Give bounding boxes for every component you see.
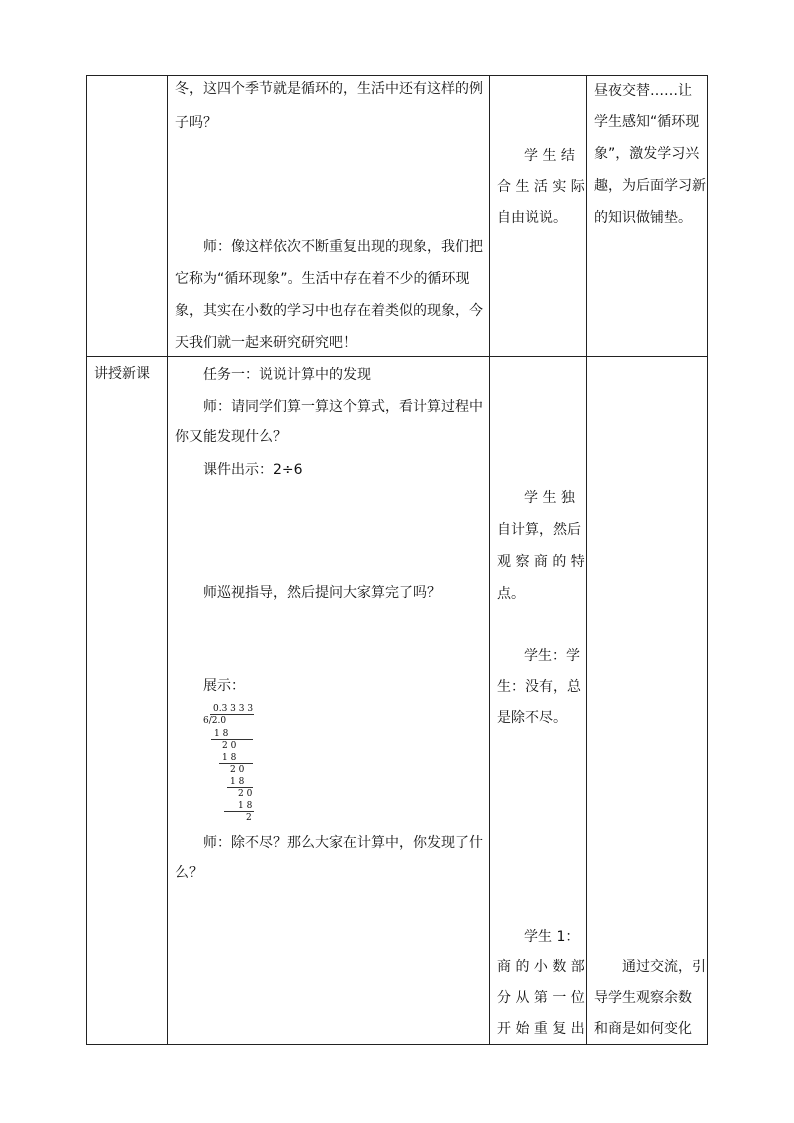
division-step-line (224, 811, 254, 812)
student-text: 生：没有，总 (497, 679, 581, 695)
intent-text: 的知识做铺垫。 (594, 210, 692, 226)
intent-text: 和商是如何变化 (594, 1021, 692, 1037)
student-text: 合 生 活 实 际 (497, 179, 585, 195)
division-step: 2 0 (222, 741, 237, 751)
teacher-text: 师：除不尽？那么大家在计算中，你发现了什 (203, 835, 483, 851)
division-step: 2 0 (230, 765, 245, 775)
teacher-text: 象，其实在小数的学习中也存在着类似的现象，今 (175, 303, 483, 319)
student-text: 学生：学 (524, 648, 580, 664)
stage-label: 讲授新课 (94, 366, 150, 382)
student-text: 学 生 结 (524, 148, 575, 164)
teacher-text: 么？ (175, 865, 203, 881)
division-quotient: 0.3 3 3 3 (213, 704, 254, 714)
student-text: 自计算，然后 (497, 522, 581, 538)
table-border-bottom (86, 1044, 708, 1045)
teacher-text: 任务一：说说计算中的发现 (203, 367, 371, 383)
division-step-line (227, 787, 253, 788)
division-step: 2 (246, 813, 252, 823)
intent-text: 导学生观察余数 (594, 990, 692, 1006)
intent-text: 学生感知“循环现 (594, 114, 700, 130)
division-step: 1 8 (238, 801, 253, 811)
division-bar (210, 714, 254, 715)
division-step-line (211, 739, 253, 740)
teacher-text: 冬，这四个季节就是循环的，生活中还有这样的例 (175, 81, 483, 97)
student-text: 观 察 商 的 特 (497, 554, 585, 570)
student-text: 分 从 第 一 位 (497, 990, 585, 1006)
row-divider (86, 356, 708, 357)
intent-text: 象”，激发学习兴 (594, 146, 700, 162)
column-divider (489, 75, 490, 1045)
teacher-text: 师巡视指导，然后提问大家算完了吗？ (203, 585, 441, 601)
division-dividend: 6/2.0 (203, 716, 227, 726)
table-border-right (707, 75, 708, 1045)
student-text: 学 生 独 (524, 490, 575, 506)
table-border-top (86, 75, 708, 76)
column-divider (586, 75, 587, 1045)
table-border-left (86, 75, 87, 1045)
teacher-text: 天我们就一起来研究研究吧！ (175, 335, 357, 351)
teacher-text: 师：像这样依次不断重复出现的现象，我们把 (203, 239, 483, 255)
student-text: 开 始 重 复 出 (497, 1021, 585, 1037)
student-text: 点。 (497, 586, 525, 602)
teacher-text: 师：请同学们算一算这个算式，看计算过程中 (203, 399, 483, 415)
teacher-text: 展示： (203, 678, 245, 694)
division-step: 1 8 (230, 777, 245, 787)
intent-text: 通过交流，引 (622, 959, 706, 975)
student-text: 是除不尽。 (497, 710, 567, 726)
teacher-text: 它称为“循环现象”。生活中存在着不少的循环现 (175, 271, 470, 287)
column-divider (167, 75, 168, 1045)
division-step: 2 0 (238, 789, 253, 799)
intent-text: 昼夜交替……让 (594, 83, 692, 99)
student-text: 学生 1： (524, 929, 580, 945)
teacher-text: 课件出示：2÷6 (203, 462, 303, 478)
student-text: 商 的 小 数 部 (497, 959, 585, 975)
student-text: 自由说说。 (497, 210, 567, 226)
division-step-line (219, 763, 253, 764)
intent-text: 趣，为后面学习新 (594, 178, 706, 194)
division-step: 1 8 (222, 753, 237, 763)
teacher-text: 子吗？ (175, 115, 217, 131)
teacher-text: 你又能发现什么？ (175, 429, 287, 445)
division-step: 1 8 (214, 729, 229, 739)
